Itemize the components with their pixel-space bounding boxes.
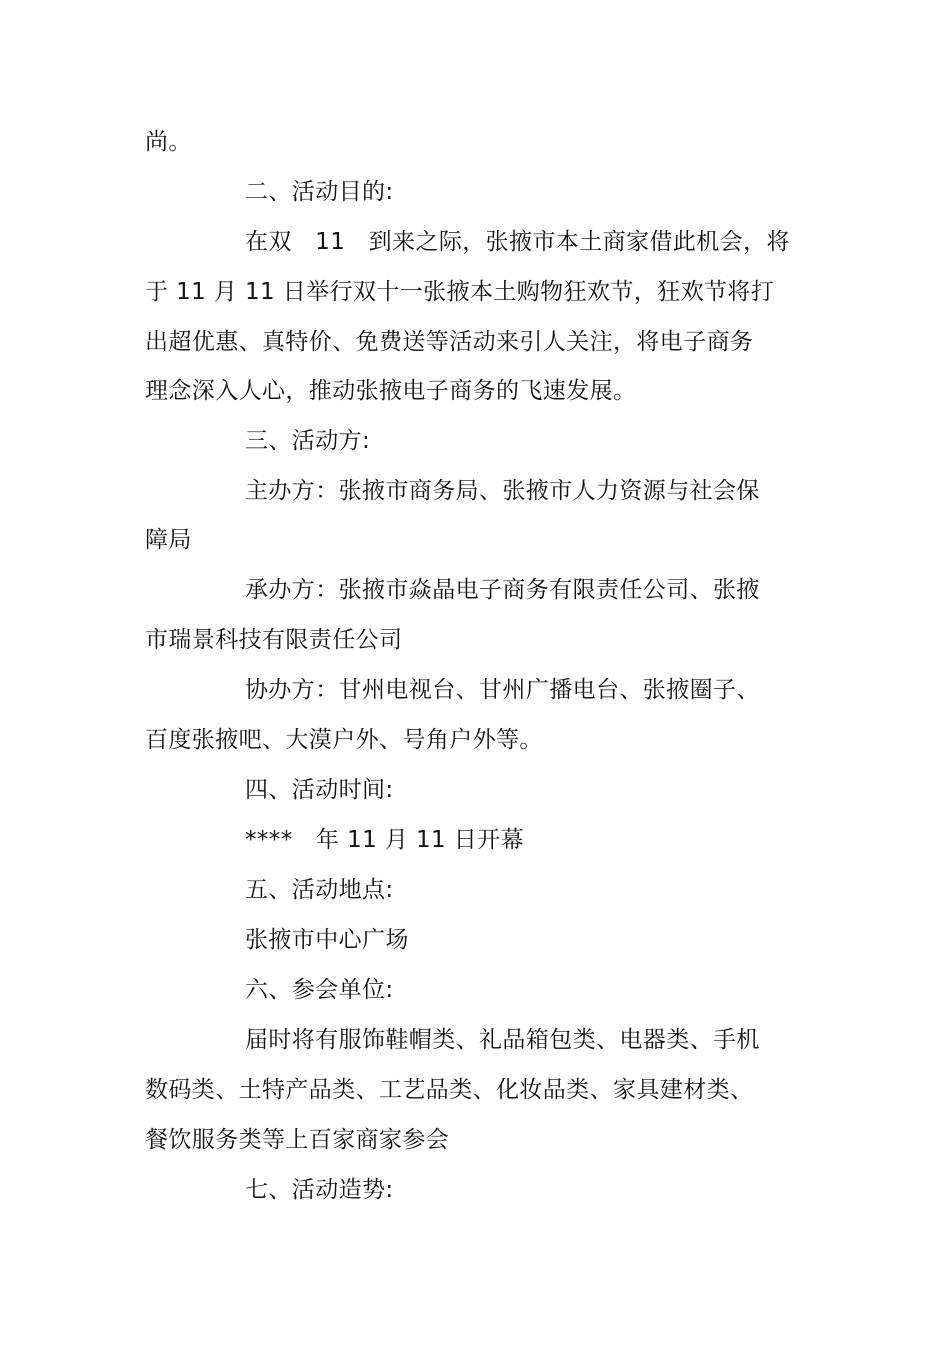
paragraph-line: 数码类、土特产品类、工艺品类、化妆品类、家具建材类、 — [145, 1077, 754, 1103]
paragraph-line: 在双 11 到来之际，张掖市本土商家借此机会，将 — [245, 229, 790, 255]
section-heading-time: 四、活动时间: — [245, 777, 394, 803]
section-heading-organizers: 三、活动方: — [245, 428, 371, 454]
organizer-host: 主办方：张掖市商务局、张掖市人力资源与社会保 — [245, 478, 760, 504]
event-location: 张掖市中心广场 — [245, 927, 409, 953]
paragraph-line: 届时将有服饰鞋帽类、礼品箱包类、电器类、手机 — [245, 1027, 760, 1053]
organizer-host-continued: 障局 — [145, 527, 192, 553]
section-heading-promotion: 七、活动造势: — [245, 1177, 394, 1203]
section-heading-purpose: 二、活动目的: — [245, 179, 394, 205]
paragraph-line: 于 11 月 11 日举行双十一张掖本土购物狂欢节，狂欢节将打 — [145, 279, 775, 305]
section-heading-participants: 六、参会单位: — [245, 977, 394, 1003]
paragraph-line: 出超优惠、真特价、免费送等活动来引人关注，将电子商务 — [145, 329, 754, 355]
paragraph-line: 餐饮服务类等上百家商家参会 — [145, 1127, 450, 1153]
section-heading-location: 五、活动地点: — [245, 877, 394, 903]
event-date: **** 年 11 月 11 日开幕 — [245, 827, 524, 853]
paragraph-line-continuation: 尚。 — [145, 129, 192, 155]
organizer-undertaker: 承办方：张掖市焱晶电子商务有限责任公司、张掖 — [245, 577, 760, 603]
organizer-co-host: 协办方：甘州电视台、甘州广播电台、张掖圈子、 — [245, 677, 760, 703]
organizer-co-host-continued: 百度张掖吧、大漠户外、号角户外等。 — [145, 727, 543, 753]
paragraph-line: 理念深入人心，推动张掖电子商务的飞速发展。 — [145, 378, 637, 404]
organizer-undertaker-continued: 市瑞景科技有限责任公司 — [145, 627, 403, 653]
